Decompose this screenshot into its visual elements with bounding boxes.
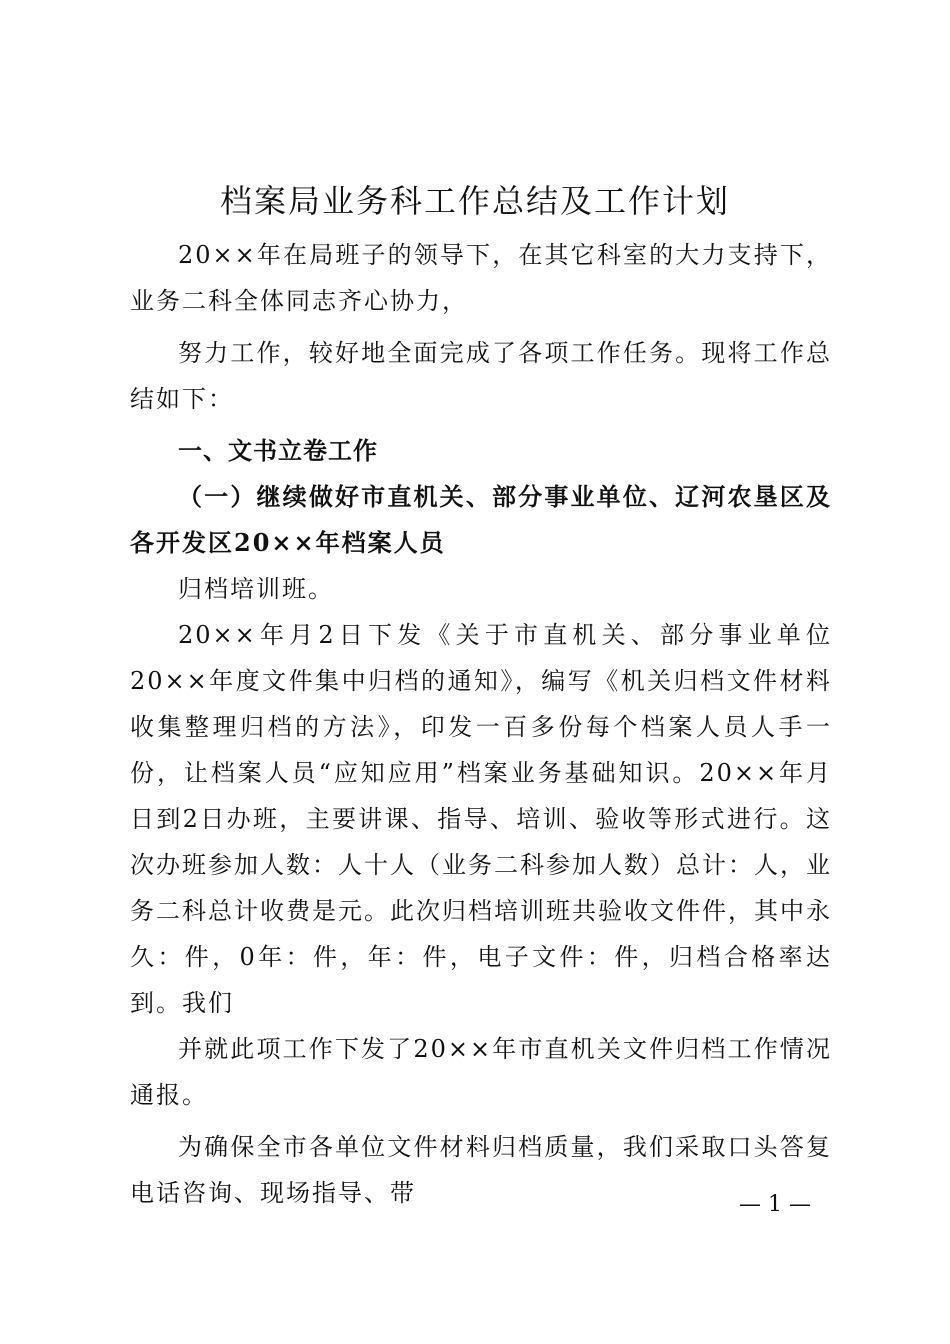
document-body [130, 232, 832, 1216]
paragraph-intro-1: 20××年在局班子的领导下，在其它科室的大力支持下，业务二科全体同志齐心协力， [130, 241, 832, 315]
subsection-heading: （一）继续做好市直机关、部分事业单位、辽河农垦区及各开发区20××年档案人员 [130, 482, 832, 557]
paragraph-quality: 为确保全市各单位文件材料归档质量，我们采取口头答复电话咨询、现场指导、带 [130, 1133, 832, 1207]
page-number: — 1 — [739, 1192, 811, 1217]
paragraph-training-class: 归档培训班。 [178, 575, 334, 603]
paragraph-training-details: 20××年月2日下发《关于市直机关、部分事业单位20××年度文件集中归档的通知》，编写《机关归档文件材料收集整理归档的方法》，印发一百多份每个档案人员人手一份，让档案人员“应知应用”档案业务基础知识。20××年月日到2日办班，主要讲课、指导、培训、验收等形式进行。这次办班参加人数：人十人（业务二科参加人数）总计：人，业务二科总计收费是元。此次归档培训班共验收文件件，其中永久：件，0年：件，年：件，电子文件：件，归档合格率达到。我们 [130, 621, 832, 1017]
paragraph-intro-2: 努力工作，较好地全面完成了各项工作任务。现将工作总结如下： [130, 339, 832, 413]
paragraph-report: 并就此项工作下发了20××年市直机关文件归档工作情况通报。 [130, 1035, 832, 1109]
section-heading: 一、文书立卷工作 [178, 437, 378, 465]
document-title: 档案局业务科工作总结及工作计划 [219, 182, 730, 220]
